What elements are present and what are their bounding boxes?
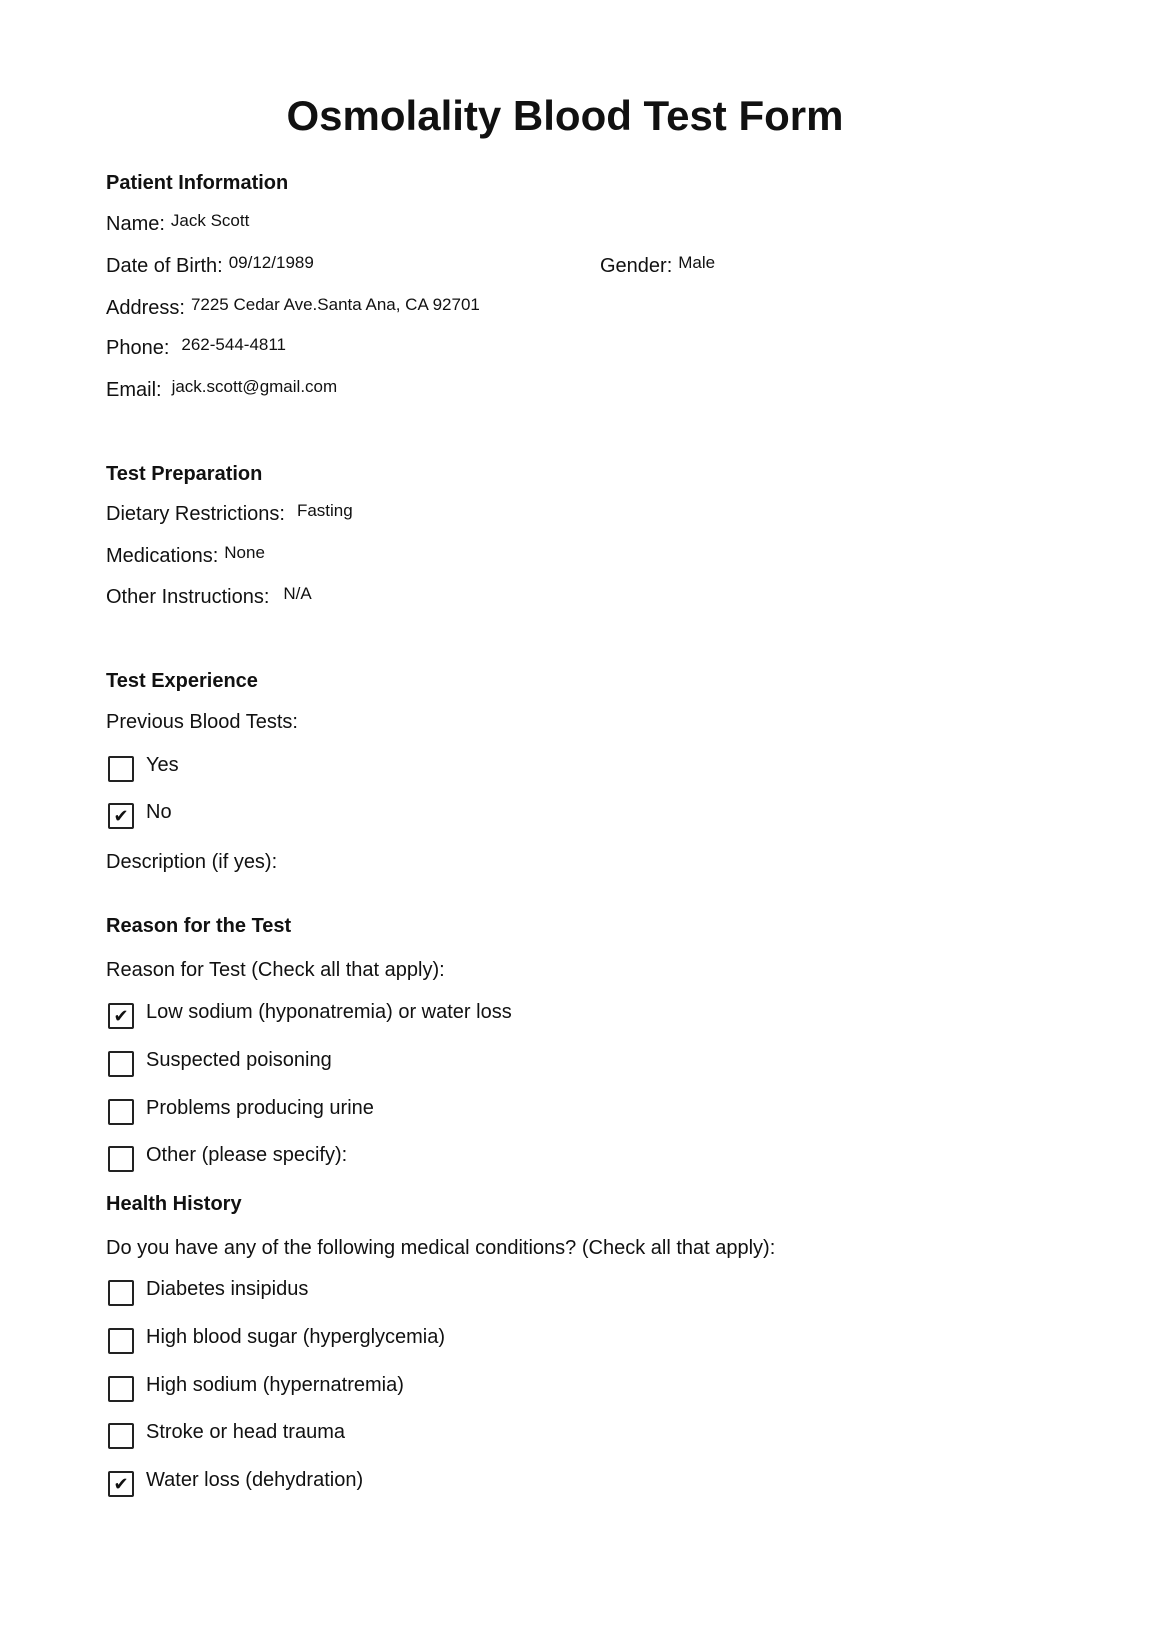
history-question: Do you have any of the following medical conditions? (Check all that apply): xyxy=(106,1237,776,1259)
phone-value[interactable]: 262-544-4811 xyxy=(181,335,286,354)
checkbox-option-hyperglycemia[interactable] xyxy=(108,1324,445,1350)
medications-field xyxy=(106,543,265,569)
name-field xyxy=(106,211,249,237)
medications-label: Medications: xyxy=(106,545,219,567)
dietary-value[interactable]: Fasting xyxy=(296,501,353,520)
name-label: Name: xyxy=(106,213,165,235)
checkbox-option-urine[interactable] xyxy=(108,1095,374,1121)
option-label: Stroke or head trauma xyxy=(146,1421,345,1443)
option-label: Problems producing urine xyxy=(146,1097,374,1119)
medications-value[interactable]: None xyxy=(224,543,265,562)
option-label: High sodium (hypernatremia) xyxy=(146,1374,404,1396)
phone-label: Phone: xyxy=(106,337,170,359)
dob-field xyxy=(106,253,314,279)
checkbox-option-poisoning[interactable] xyxy=(108,1047,332,1073)
checkbox-option-other[interactable] xyxy=(108,1142,347,1168)
checkmark-icon: ✔ xyxy=(113,1473,129,1494)
dietary-label: Dietary Restrictions: xyxy=(106,503,285,525)
section-heading-reason: Reason for the Test xyxy=(106,915,292,937)
reason-question: Reason for Test (Check all that apply): xyxy=(106,959,445,981)
option-label: Diabetes insipidus xyxy=(146,1278,309,1300)
option-label: Low sodium (hyponatremia) or water loss xyxy=(146,1001,512,1023)
name-value[interactable]: Jack Scott xyxy=(170,211,250,230)
checkbox[interactable] xyxy=(108,1471,134,1497)
gender-field xyxy=(600,253,715,279)
option-label: Other (please specify): xyxy=(146,1144,348,1166)
email-label: Email: xyxy=(106,379,162,401)
email-value[interactable]: jack.scott@gmail.com xyxy=(171,377,338,396)
other-instructions-value[interactable]: N/A xyxy=(283,584,312,603)
checkmark-icon: ✔ xyxy=(113,805,129,826)
address-value[interactable]: 7225 Cedar Ave.Santa Ana, CA 92701 xyxy=(190,295,480,314)
email-field xyxy=(106,377,337,403)
checkbox-option-dehydration[interactable] xyxy=(108,1467,363,1493)
address-label: Address: xyxy=(106,297,185,319)
checkbox[interactable] xyxy=(108,1280,134,1306)
checkbox[interactable] xyxy=(108,1328,134,1354)
checkbox[interactable] xyxy=(108,1003,134,1029)
checkbox[interactable] xyxy=(108,1423,134,1449)
dob-value[interactable]: 09/12/1989 xyxy=(228,253,314,272)
section-heading-history: Health History xyxy=(106,1193,242,1215)
checkbox[interactable] xyxy=(108,1376,134,1402)
checkbox-option-yes[interactable] xyxy=(108,752,179,778)
checkbox[interactable] xyxy=(108,1099,134,1125)
checkbox[interactable] xyxy=(108,1051,134,1077)
checkbox-option-no[interactable] xyxy=(108,799,172,825)
dietary-field xyxy=(106,501,353,527)
checkbox-option-diabetes-insipidus[interactable] xyxy=(108,1276,308,1302)
option-label: Suspected poisoning xyxy=(146,1049,332,1071)
form-title: Osmolality Blood Test Form xyxy=(286,92,844,139)
other-instructions-label: Other Instructions: xyxy=(106,586,270,608)
address-field xyxy=(106,295,480,321)
gender-value[interactable]: Male xyxy=(678,253,716,272)
option-label: No xyxy=(146,801,172,823)
other-instructions-field xyxy=(106,584,312,610)
description-label: Description (if yes): xyxy=(106,851,278,873)
checkbox-option-low-sodium[interactable] xyxy=(108,999,512,1025)
phone-field xyxy=(106,335,286,361)
checkbox-option-hypernatremia[interactable] xyxy=(108,1372,404,1398)
checkbox-option-stroke[interactable] xyxy=(108,1419,345,1445)
previous-tests-question: Previous Blood Tests: xyxy=(106,711,298,733)
checkmark-icon: ✔ xyxy=(113,1005,129,1026)
checkbox[interactable] xyxy=(108,756,134,782)
option-label: Water loss (dehydration) xyxy=(146,1469,364,1491)
section-heading-experience: Test Experience xyxy=(106,670,258,692)
checkbox[interactable] xyxy=(108,803,134,829)
section-heading-prep: Test Preparation xyxy=(106,463,263,485)
gender-label: Gender: xyxy=(600,255,673,277)
checkbox[interactable] xyxy=(108,1146,134,1172)
option-label: Yes xyxy=(146,754,179,776)
dob-label: Date of Birth: xyxy=(106,255,223,277)
option-label: High blood sugar (hyperglycemia) xyxy=(146,1326,446,1348)
section-heading-patient: Patient Information xyxy=(106,172,289,194)
